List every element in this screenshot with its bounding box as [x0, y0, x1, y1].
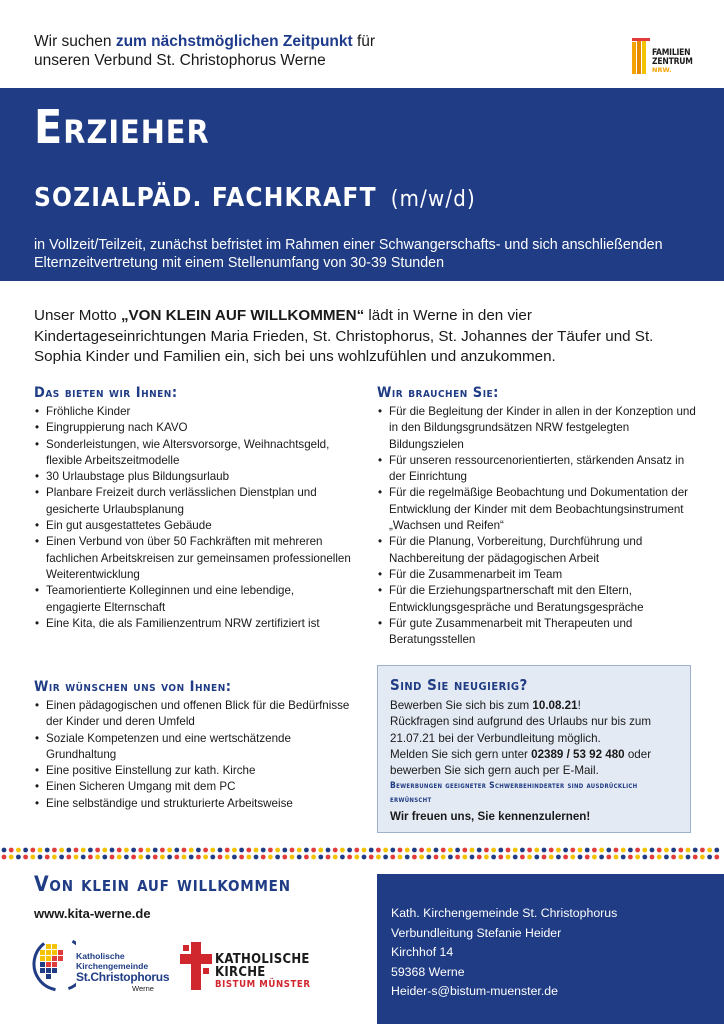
divider-dot: [52, 848, 57, 853]
divider-dot: [383, 855, 388, 860]
divider-dot: [570, 855, 575, 860]
divider-dot: [470, 848, 475, 853]
divider-dot: [131, 855, 136, 860]
list-item: • Für die Begleitung der Kinder in allen in der Konzeption und in den Bildungsgrundsätzen NRW festgelegten Bildungszielen: [377, 404, 697, 453]
list-item: • Sonderleistungen, wie Altersvorsorge, Weihnachtsgeld, flexible Arbeitszeitmodelle: [34, 437, 352, 470]
divider-dot: [333, 848, 338, 853]
divider-dot: [441, 848, 446, 853]
list-item: • Für die Zusammenarbeit im Team: [377, 567, 697, 583]
divider-dot: [218, 848, 223, 853]
divider-dot: [66, 855, 71, 860]
list-item: • Eine Kita, die als Familienzentrum NRW zertifiziert ist: [34, 616, 352, 632]
divider-dot: [498, 855, 503, 860]
divider-dot: [88, 855, 93, 860]
divider-dot: [506, 848, 511, 853]
divider-dot: [398, 848, 403, 853]
list-item: • Einen pädagogischen und offenen Blick für die Bedürfnisse der Kinder und deren Umfeld: [34, 698, 352, 731]
divider-dot: [434, 848, 439, 853]
divider-dot: [664, 855, 669, 860]
divider-dot: [311, 848, 316, 853]
divider-dot: [254, 855, 259, 860]
divider-dot: [131, 848, 136, 853]
contact-organization: Kath. Kirchengemeinde St. Christophorus: [391, 906, 618, 920]
divider-dot: [448, 848, 453, 853]
list-item: • Fröhliche Kinder: [34, 404, 352, 420]
parish-logo-city: Werne: [132, 984, 154, 993]
list-item: • Eine selbständige und strukturierte Arbeitsweise: [34, 796, 352, 812]
divider-dot: [167, 848, 172, 853]
katholische-kirche-logo: [180, 940, 320, 992]
divider-dot: [9, 848, 14, 853]
divider-dot: [434, 855, 439, 860]
gender-note: (m/w/d): [390, 187, 476, 212]
divider-dot: [527, 855, 532, 860]
divider-dot: [578, 848, 583, 853]
divider-dot: [563, 848, 568, 853]
divider-dot: [81, 855, 86, 860]
contact-person: Verbundleitung Stefanie Heider: [391, 925, 562, 940]
divider-dot: [412, 855, 417, 860]
divider-dot: [369, 855, 374, 860]
divider-dot: [470, 855, 475, 860]
kk-logo-line1: KATHOLISCHE: [215, 952, 310, 967]
divider-dot: [369, 848, 374, 853]
divider-dot: [124, 848, 129, 853]
apply-deadline: [390, 698, 678, 714]
divider-dot: [376, 855, 381, 860]
list-item: • Planbare Freizeit durch verlässlichen Dienstplan und gesicherte Urlaubsplanung: [34, 485, 352, 518]
intro-motto: „VON KLEIN AUF WILLKOMMEN“: [120, 307, 365, 324]
divider-dot: [59, 855, 64, 860]
divider-dot: [290, 848, 295, 853]
divider-dot: [621, 855, 626, 860]
divider-dot: [390, 848, 395, 853]
divider-dot: [153, 855, 158, 860]
divider-dot: [38, 855, 43, 860]
divider-dot: [23, 855, 28, 860]
divider-dot: [714, 855, 719, 860]
divider-dot: [642, 855, 647, 860]
divider-dot: [426, 848, 431, 853]
divider-dot: [614, 855, 619, 860]
divider-dot: [333, 855, 338, 860]
offer-heading: Das bieten wir Ihnen:: [34, 385, 178, 401]
wish-heading: Wir wünschen uns von Ihnen:: [34, 679, 232, 695]
divider-dot: [318, 848, 323, 853]
divider-dot: [491, 848, 496, 853]
apply-post: !: [577, 699, 581, 712]
intro-pre: Unser Motto: [34, 307, 121, 324]
divider-dot: [23, 848, 28, 853]
divider-dot: [174, 848, 179, 853]
divider-dot: [153, 848, 158, 853]
divider-dot: [556, 848, 561, 853]
parish-logo-line2: Kirchengemeinde: [76, 960, 149, 971]
divider-dot: [376, 848, 381, 853]
job-description: in Vollzeit/Teilzeit, zunächst befristet im Rahmen einer Schwangerschafts- und sich anschließenden Elternzeitvertretung mit einem Stellenumfang von 30-39 Stunden: [34, 237, 663, 271]
list-item: • Für die Planung, Vorbereitung, Durchführung und Nachbereitung der pädagogischen Arbeit: [377, 534, 697, 567]
divider-dot: [477, 855, 482, 860]
divider-dot: [599, 848, 604, 853]
divider-dot: [362, 848, 367, 853]
divider-dot: [232, 848, 237, 853]
divider-dot: [232, 855, 237, 860]
divider-dot: [635, 855, 640, 860]
contact-street: Kirchhof 14: [391, 945, 454, 960]
divider-dot: [30, 848, 35, 853]
divider-dot: [110, 855, 115, 860]
list-item: • Für die Erziehungspartnerschaft mit den Eltern, Entwicklungsgespräche und Beratungsgespräche: [377, 583, 697, 616]
divider-dot: [354, 848, 359, 853]
divider-dot: [520, 855, 525, 860]
divider-dot: [16, 848, 21, 853]
divider-dot: [693, 848, 698, 853]
header-line-1: [34, 32, 594, 51]
divider-dot: [146, 848, 151, 853]
divider-dot: [297, 848, 302, 853]
divider-dot: [426, 855, 431, 860]
divider-dot: [592, 848, 597, 853]
divider-dot: [678, 848, 683, 853]
contact-email[interactable]: Heider-s@bistum-muenster.de: [391, 984, 558, 999]
divider-dot: [254, 848, 259, 853]
divider-dot: [700, 848, 705, 853]
parish-logo: [32, 932, 170, 996]
divider-dot: [239, 848, 244, 853]
divider-dot: [282, 848, 287, 853]
divider-dot: [549, 855, 554, 860]
divider-dot: [9, 855, 14, 860]
list-item: • Für unseren ressourcenorientierten, stärkenden Ansatz in der Einrichtung: [377, 453, 697, 486]
list-item: • Teamorientierte Kolleginnen und eine lebendige, engagierte Elternschaft: [34, 583, 352, 616]
divider-dot: [182, 855, 187, 860]
divider-dot: [117, 848, 122, 853]
divider-dot: [38, 848, 43, 853]
closing-note: Wir freuen uns, Sie kennenzulernen!: [390, 810, 591, 824]
list-item: • Ein gut ausgestattetes Gebäude: [34, 518, 352, 534]
divider-dot: [326, 855, 331, 860]
divider-dot: [390, 855, 395, 860]
job-subtitle: [34, 183, 476, 213]
list-item: • Für die regelmäßige Beobachtung und Dokumentation der Entwicklung der Kinder mit dem Beobachtungsinstrument „Wachsen und Reifen“: [377, 485, 697, 534]
divider-dot: [477, 848, 482, 853]
divider-dot: [599, 855, 604, 860]
divider-dot: [117, 855, 122, 860]
familienzentrum-logo-line3: NRW.: [652, 66, 672, 74]
divider-dot: [167, 855, 172, 860]
offer-section: [34, 385, 352, 632]
divider-dot: [203, 855, 208, 860]
call-post: oder bewerben Sie sich gern auch per E-Mail.: [390, 747, 652, 778]
need-list: [377, 404, 697, 648]
divider-dot: [578, 855, 583, 860]
divider-dot: [268, 848, 273, 853]
contact-box: [377, 874, 724, 1024]
divider-dot: [203, 848, 208, 853]
parish-logo-name: St.Christophorus: [76, 970, 170, 984]
divider-dot: [592, 855, 597, 860]
offer-list: [34, 404, 352, 632]
divider-dot: [102, 848, 107, 853]
divider-dot: [419, 848, 424, 853]
divider-dot: [95, 848, 100, 853]
divider-dot: [678, 855, 683, 860]
divider-dot: [491, 855, 496, 860]
divider-dot: [239, 855, 244, 860]
divider-dot: [513, 848, 518, 853]
divider-dot: [290, 855, 295, 860]
divider-dot: [412, 848, 417, 853]
intro-paragraph: [34, 306, 704, 368]
divider-dot: [513, 855, 518, 860]
divider-dot: [340, 848, 345, 853]
divider-dot: [484, 855, 489, 860]
divider-dot: [45, 855, 50, 860]
list-item: • 30 Urlaubstage plus Bildungsurlaub: [34, 469, 352, 485]
divider-dot: [628, 855, 633, 860]
familienzentrum-logo-icon: [632, 38, 650, 74]
divider-dot: [585, 855, 590, 860]
divider-dot: [570, 848, 575, 853]
divider-dot: [138, 855, 143, 860]
divider-dot: [455, 848, 460, 853]
divider-dot: [275, 848, 280, 853]
application-infobox: [377, 665, 691, 833]
divider-dot: [563, 855, 568, 860]
divider-dot: [2, 855, 7, 860]
divider-dot: [419, 855, 424, 860]
divider-dot: [2, 848, 7, 853]
phone-number: 02389 / 53 92 480: [531, 747, 625, 761]
divider-dot: [66, 848, 71, 853]
divider-dot: [498, 848, 503, 853]
divider-dot: [146, 855, 151, 860]
list-item: • Eingruppierung nach KAVO: [34, 420, 352, 436]
list-item: • Soziale Kompetenzen und eine wertschätzende Grundhaltung: [34, 731, 352, 764]
divider-dot: [138, 848, 143, 853]
divider-dot: [657, 855, 662, 860]
need-heading: Wir brauchen Sie:: [377, 385, 499, 401]
divider-dot: [585, 848, 590, 853]
divider-dot: [441, 855, 446, 860]
divider-dot: [52, 855, 57, 860]
divider-dot: [383, 848, 388, 853]
divider-dot: [534, 848, 539, 853]
wish-list: [34, 698, 352, 812]
divider-dot: [174, 855, 179, 860]
divider-dot: [556, 855, 561, 860]
call-pre: Melden Sie sich gern unter: [390, 747, 532, 761]
divider-dot: [196, 855, 201, 860]
parish-logo-icon: [32, 932, 76, 996]
dotted-divider: [0, 846, 724, 862]
divider-dot: [462, 855, 467, 860]
divider-dot: [606, 855, 611, 860]
infobox-heading: Sind Sie neugierig?: [390, 676, 528, 694]
disabled-note: Bewerbungen geeigneter Schwerbehinderter sind ausdrücklich erwünscht: [390, 781, 638, 806]
header-line-1-post: für: [352, 33, 376, 50]
top-header: [34, 32, 594, 70]
questions-note: Rückfragen sind aufgrund des Urlaubs nur bis zum 21.07.21 bei der Verbundleitung möglich.: [390, 715, 651, 745]
job-title: Erzieher: [34, 100, 210, 154]
divider-dot: [318, 855, 323, 860]
divider-dot: [621, 848, 626, 853]
familienzentrum-logo: [632, 38, 692, 78]
header-line-1-pre: Wir suchen: [34, 33, 116, 50]
divider-dot: [650, 855, 655, 860]
divider-dot: [160, 855, 165, 860]
wish-section: [34, 679, 352, 812]
divider-dot: [650, 848, 655, 853]
infobox-body: [390, 698, 678, 779]
divider-dot: [686, 848, 691, 853]
divider-dot: [671, 855, 676, 860]
apply-date: 10.08.21: [532, 699, 578, 712]
parish-logo-line1: Katholische: [76, 951, 125, 961]
need-section: [377, 385, 697, 648]
divider-dot: [614, 848, 619, 853]
job-subtitle-text: SOZIALPÄD. FACHKRAFT: [34, 183, 377, 213]
divider-dot: [210, 848, 215, 853]
divider-dot: [693, 855, 698, 860]
divider-dot: [246, 848, 251, 853]
list-item: • Für gute Zusammenarbeit mit Therapeuten und Beratungsstellen: [377, 616, 697, 649]
divider-dot: [81, 848, 86, 853]
parish-logo-kath: [76, 952, 148, 971]
divider-dot: [405, 855, 410, 860]
intro-post: lädt in Werne in den vier Kindertageseinrichtungen Maria Frieden, St. Christophorus, St. Johannes der Täufer und St. Sophia Kinder und Familien ein, sich bei uns wohlzufühlen und anzukommen.: [34, 307, 654, 365]
divider-dot: [45, 848, 50, 853]
kk-logo-line3: BISTUM MÜNSTER: [215, 979, 311, 990]
divider-dot: [261, 848, 266, 853]
divider-dot: [304, 855, 309, 860]
divider-dot: [542, 848, 547, 853]
divider-dot: [714, 848, 719, 853]
divider-dot: [534, 855, 539, 860]
divider-dot: [268, 855, 273, 860]
divider-dot: [455, 855, 460, 860]
divider-dot: [542, 855, 547, 860]
divider-dot: [189, 848, 194, 853]
divider-dot: [657, 848, 662, 853]
divider-dot: [30, 855, 35, 860]
divider-dot: [182, 848, 187, 853]
divider-dot: [707, 855, 712, 860]
divider-dot: [282, 855, 287, 860]
divider-dot: [210, 855, 215, 860]
footer-url[interactable]: www.kita-werne.de: [34, 906, 151, 921]
divider-dot: [326, 848, 331, 853]
familienzentrum-logo-line1: FAMILIEN: [652, 48, 691, 58]
divider-dot: [225, 848, 230, 853]
contact-city: 59368 Werne: [391, 964, 465, 979]
divider-dot: [74, 855, 79, 860]
familienzentrum-logo-line2: ZENTRUM: [652, 57, 693, 67]
list-item: • Eine positive Einstellung zur kath. Kirche: [34, 763, 352, 779]
divider-dot: [635, 848, 640, 853]
apply-pre: Bewerben Sie sich bis zum: [390, 699, 533, 712]
list-item: • Einen Sicheren Umgang mit dem PC: [34, 779, 352, 795]
divider-dot: [347, 848, 352, 853]
divider-dot: [398, 855, 403, 860]
divider-dot: [628, 848, 633, 853]
divider-dot: [549, 848, 554, 853]
footer-slogan: Von klein auf willkommen: [34, 872, 291, 896]
divider-dot: [527, 848, 532, 853]
divider-dot: [362, 855, 367, 860]
divider-dot: [59, 848, 64, 853]
divider-dot: [196, 848, 201, 853]
divider-dot: [88, 848, 93, 853]
divider-dot: [246, 855, 251, 860]
divider-dot: [462, 848, 467, 853]
divider-dot: [642, 848, 647, 853]
divider-dot: [707, 848, 712, 853]
divider-dot: [275, 855, 280, 860]
divider-dot: [124, 855, 129, 860]
divider-dot: [347, 855, 352, 860]
divider-dot: [189, 855, 194, 860]
divider-dot: [218, 855, 223, 860]
divider-dot: [297, 855, 302, 860]
divider-dot: [506, 855, 511, 860]
cross-icon: [180, 942, 212, 990]
divider-dot: [354, 855, 359, 860]
list-item: • Einen Verbund von über 50 Fachkräften mit mehreren fachlichen Arbeitskreisen zur gemeinsamen professionellen Weiterentwicklung: [34, 534, 352, 583]
divider-dot: [664, 848, 669, 853]
divider-dot: [74, 848, 79, 853]
divider-dot: [304, 848, 309, 853]
header-line-2: unseren Verbund St. Christophorus Werne: [34, 52, 326, 69]
divider-dot: [700, 855, 705, 860]
call-note: [390, 747, 678, 780]
divider-dot: [311, 855, 316, 860]
divider-dot: [340, 855, 345, 860]
divider-dot: [448, 855, 453, 860]
divider-dot: [225, 855, 230, 860]
divider-dot: [484, 848, 489, 853]
divider-dot: [261, 855, 266, 860]
divider-dot: [671, 848, 676, 853]
divider-dot: [405, 848, 410, 853]
divider-dot: [520, 848, 525, 853]
divider-dot: [110, 848, 115, 853]
divider-dot: [160, 848, 165, 853]
divider-dot: [686, 855, 691, 860]
divider-dot: [606, 848, 611, 853]
divider-dot: [102, 855, 107, 860]
hero-banner: [0, 88, 724, 281]
kk-logo-line2: KIRCHE: [215, 965, 266, 980]
header-highlight: zum nächstmöglichen Zeitpunkt: [115, 33, 353, 50]
divider-dot: [16, 855, 21, 860]
divider-dot: [95, 855, 100, 860]
